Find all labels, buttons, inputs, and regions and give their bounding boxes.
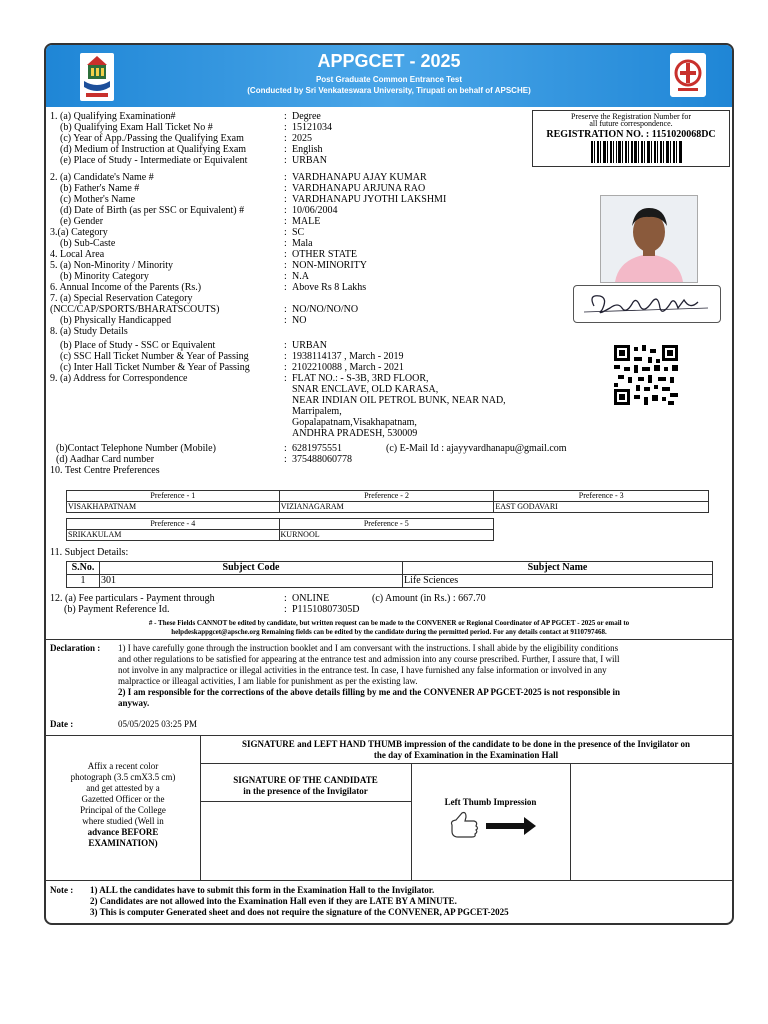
registration-number: REGISTRATION NO. : 1151020068DC — [546, 129, 716, 140]
note-3: 3) This is computer Generated sheet and does not require the signature of the CONVENER, AP PGCET-2025 — [90, 907, 509, 917]
photo-instructions: Affix a recent color photograph (3.5 cmX3.5 cm) and get attested by a Gazetted Officer or the Principal of the College where studied (Well in advance BEFORE EXAMINATION) — [70, 761, 176, 848]
preference-table — [66, 490, 709, 513]
field-email: (c) E-Mail Id : ajayyvardhanapu@gmail.com — [386, 443, 567, 454]
registration-note-2: all future correspondence. — [589, 119, 673, 128]
candidate-signature-sublabel: in the presence of the Invigilator — [243, 786, 368, 796]
date-label: Date : — [50, 719, 74, 729]
preference-1-label: Preference - 1 — [67, 491, 280, 502]
candidate-signature — [573, 285, 721, 323]
preference-3-label: Preference - 3 — [494, 491, 709, 502]
col-subject-name: Subject Name — [403, 562, 713, 575]
preference-5-label: Preference - 5 — [279, 519, 493, 530]
registration-note-1: Preserve the Registration Number for — [571, 112, 691, 121]
preference-2-value: VIZIANAGARAM — [279, 502, 494, 513]
form-title: APPGCET - 2025 — [317, 51, 461, 71]
thumb-impression-label: Left Thumb Impression — [444, 797, 537, 807]
declaration-label: Declaration : — [50, 643, 101, 653]
note-2: 2) Candidates are not allowed into the Examination Hall even if they are LATE BY A MINUTE. — [90, 896, 457, 906]
candidate-photo-icon — [601, 196, 697, 282]
table-row: 1 301 Life Sciences — [67, 575, 713, 588]
preference-2-label: Preference - 2 — [279, 491, 494, 502]
note-1: 1) ALL the candidates have to submit this form in the Examination Hall to the Invigilator. — [90, 885, 435, 895]
signature-heading-2: the day of Examination in the Examination Hall — [373, 750, 559, 760]
preference-4-value: SRIKAKULAM — [67, 530, 280, 541]
header-banner — [46, 45, 732, 107]
preference-4-label: Preference - 4 — [67, 519, 280, 530]
candidate-signature-label: SIGNATURE OF THE CANDIDATE — [233, 775, 378, 785]
candidate-photo — [600, 195, 698, 283]
preference-5-value: KURNOOL — [279, 530, 493, 541]
fee-amount: (c) Amount (in Rs.) : 667.70 — [372, 593, 486, 604]
col-sno: S.No. — [67, 562, 100, 575]
signature-icon — [574, 286, 720, 322]
notice-line-1: # - These Fields CANNOT be edited by candidate, but written request can be made to the CONVENER or Regional Coordinator of AP PGCET - 2025 or email to — [148, 619, 630, 627]
form-subtitle: Post Graduate Common Entrance Test — [315, 75, 463, 84]
preference-3-value: EAST GODAVARI — [494, 502, 709, 513]
notes-label: Note : — [50, 885, 74, 895]
conducted-by: (Conducted by Sri Venkateswara University, Tirupati on behalf of APSCHE) — [247, 86, 531, 95]
registration-box — [532, 110, 730, 167]
notice-line-2: helpdeskappgcet@apsche.org Remaining fields can be edited by the candidate during the permitted period. For any details contact at 9110797468. — [171, 628, 607, 636]
col-subject-code: Subject Code — [100, 562, 403, 575]
declaration-text: 1) I have carefully gone through the instruction booklet and I am conversant with the instructions. I shall abide by the eligibility conditions and other regulations to be satisfied for appearing at the entrance test and admission into any course prescribed. Further, I assure that, I will not involve in any malpractice or illegal activities in the entrance test. In case, I have furnished any false information or involved in any malpractice or illeagal activities, I am liable for punishment as per the existing law. 2) I am responsible for the corrections of the above details filling by me and the CONVENER AP PGCET-2025 is not responsible in anyway. — [118, 643, 621, 708]
preference-1-value: VISAKHAPATNAM — [67, 502, 280, 513]
qr-code-icon — [614, 345, 678, 405]
thumb-arrow-icon — [448, 811, 538, 841]
application-form: APPGCET - 2025 Post Graduate Common Entrance Test (Conducted by Sri Venkateswara University, Tirupati on behalf of APSCHE) Preserve the Registration Number for all future correspondence. REGISTRATION NO. : 1151020068DC 1. (a) Qualifying Examination# : Degree (b) Qualifying Exam Hall Ticket No # : 15121034 (c) Year of App./Passing the Qualifying Exam : 2025 (d) Medium of Instruction at Qualifying Exam : English (e) Place of Study - Intermediate or Equivalent : URBAN 2. (a) Candidate's Name # : VARDHANAPU AJAY KUMAR (b) Father's Name # : VARDHANAPU ARJUNA RAO (c) Mother's Name : VARDHANAPU JYOTHI LAKSHMI (d) Date of Birth (as per SSC or Equivalent) # : 10/06/2004 (e) Gender : MALE 3.(a) Category : SC (b) Sub-Caste : Mala 4. Local Area : OTHER STATE 5. (a) Non-Minority / Minority : NON-MINORITY (b) Minority Category : N.A 6. Annual Income of the Parents (Rs.) : Above Rs 8 Lakhs 7. (a) Special Reservation Category (NCC/CAP/SPORTS/BHARATSCOUTS) : NO/NO/NO/NO (b) Physically Handicapped : NO 8. (a) Study Details (b) Place of Study - SSC or Equivalent : URBAN (c) SSC Hall Ticket Number & Year of Passing : 1938114137 , March - 2019 (c) Inter Hall Ticket Number & Year of Passing : 2102210088 , March - 2021 9. (a) Address for Correspondence : FLAT NO.: - S-3B, 3RD FLOOR, SNAR ENCLAVE, OLD KARASA, NEAR INDIAN OIL PETROL BUNK, NEAR NAD, Marripalem, Gopalapatnam,Visakhapatnam, ANDHRA PRADESH, 530009 (b)Contact Telephone Number (Mobile) : 6281975551 (c) E-Mail Id : ajayyvardhanapu@gmail.com (d) Aadhar Card number : 375488060778 10. Test Centre Preferences Preference - 1 Preference - 2 Preference - 3 VISAKHAPATNAM VIZIANAGARAM EAST GODAVARI Preference - 4 Preference - 5 SRIKAKULAM KURNOOL 11. Subject Details: S.No. Subject Code Subject Name 1 301 Life Sciences 12. (a) Fee particulars - Payment through : ONLINE (c) Amount (in Rs.) : 667.70 (b) Payment Reference Id. : P11510807305D # - These Fields CANNOT be edited by candidate, but written request can be made to the CONVENER or Regional Coordinator of AP PGCET - 2025 or email to helpdeskappgcet@apsche.org Remaining fields can be edited by the candidate during the permitted period. For any details contact at 9110797468. Declaration : 1) I have carefully gone through the instruction booklet and I am conversant with the instructions. I shall abide by the eligibility conditions and other regulations to be satisfied for appearing at the entrance test and admission into any course prescribed. Further, I assure that, I will not involve in any malpractice or illegal activities in the entrance test. In case, I have furnished any false information or involved in any malpractice or illeagal activities, I am liable for punishment as per the existing law. 2) I am responsible for the corrections of the above details filling by me and the CONVENER AP PGCET-2025 is not responsible in anyway. Date : 05/05/2025 03:25 PM Affix a recent color photograph (3.5 cmX3.5 cm) and get attested by a Gazetted Officer or the Principal of the College where studied (Well in advance BEFORE EXAMINATION) SIGNATURE and LEFT HAND THUMB impression of the candidate to be done in the presence of the Invigilator on the day of Examination in the Examination Hall SIGNATURE OF THE CANDIDATE in the presence of the Invigilator Left Thumb Impression Note : 1) ALL the candidates have to submit this form in the Examination Hall to the Invigilator. 2) Candidates are not allowed into the Examination Hall even if they are LATE BY A MINUTE. 3) This is computer Generated sheet and does not require the signature of the CONVENER, AP PGCET-2025 — [44, 43, 734, 925]
preference-table-2 — [66, 518, 494, 541]
barcode-icon — [591, 141, 683, 163]
subject-table — [66, 561, 713, 588]
apsche-logo-icon — [670, 53, 706, 97]
signature-heading-1: SIGNATURE and LEFT HAND THUMB impression of the candidate to be done in the presence of the Invigilator on — [241, 739, 691, 749]
date-value: 05/05/2025 03:25 PM — [118, 719, 198, 729]
